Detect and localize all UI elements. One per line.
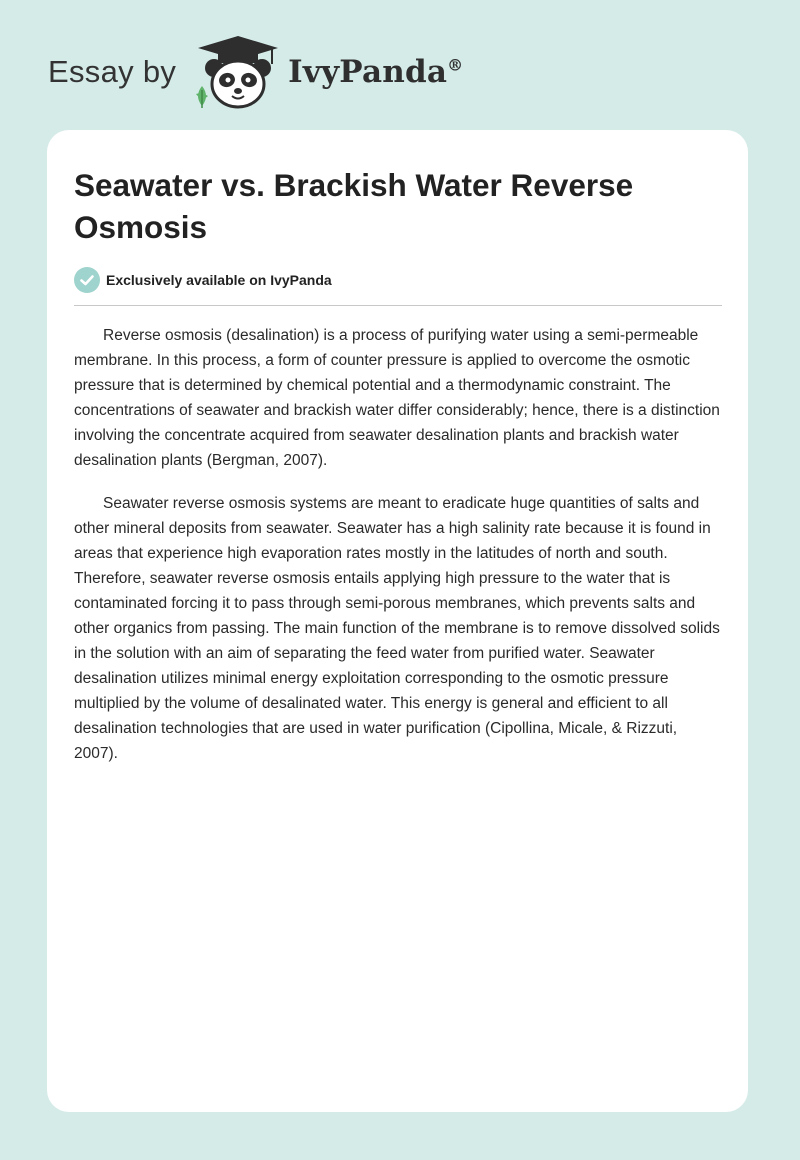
brand-prefix: Essay by [48, 54, 177, 89]
registered-mark: ® [447, 55, 464, 75]
paragraph: Reverse osmosis (desalination) is a process of purifying water using a semi-permeable membrane. In this process, a form of counter pressure is applied to overcome the osmotic pressure that is determined by chemical potential and a thermodynamic constraint. The concentrations of seawater and brackish water differ considerably; hence, there is a distinction involving the concentrate acquired from seawater desalination plants and brackish water desalination plants (Bergman, 2007). [74, 327, 720, 469]
paragraph: Seawater reverse osmosis systems are meant to eradicate huge quantities of salts and other mineral deposits from seawater. Seawater has a high salinity rate because it is found in areas that experience high evaporation rates mostly in the latitudes of north and south. Therefore, seawater reverse osmosis entails applying high pressure to the water that is contaminated forcing it to pass through semi-porous membranes, which prevents salts and other organics from passing. The main function of the membrane is to remove dissolved solids in the solution with an aim of separating the feed water from purified water. Seawater desalination utilizes minimal energy exploitation corresponding to the osmotic pressure multiplied by the volume of desalinated water. This energy is general and efficient to all desalination technologies that are used in water purification (Cipollina, Micale, & Rizzuti, 2007). [74, 495, 720, 762]
badge-text: Exclusively available on IvyPanda [106, 272, 332, 288]
essay-card [47, 130, 748, 1112]
essay-title: Seawater vs. Brackish Water Reverse Osmosis [74, 167, 634, 245]
panda-graduate-logo-icon [192, 34, 284, 110]
divider [74, 305, 722, 306]
brand-name: IvyPanda® [288, 54, 464, 90]
exclusive-badge [74, 267, 722, 293]
essay-body [74, 323, 722, 766]
check-circle-icon [74, 267, 100, 293]
brand-header [48, 34, 463, 110]
